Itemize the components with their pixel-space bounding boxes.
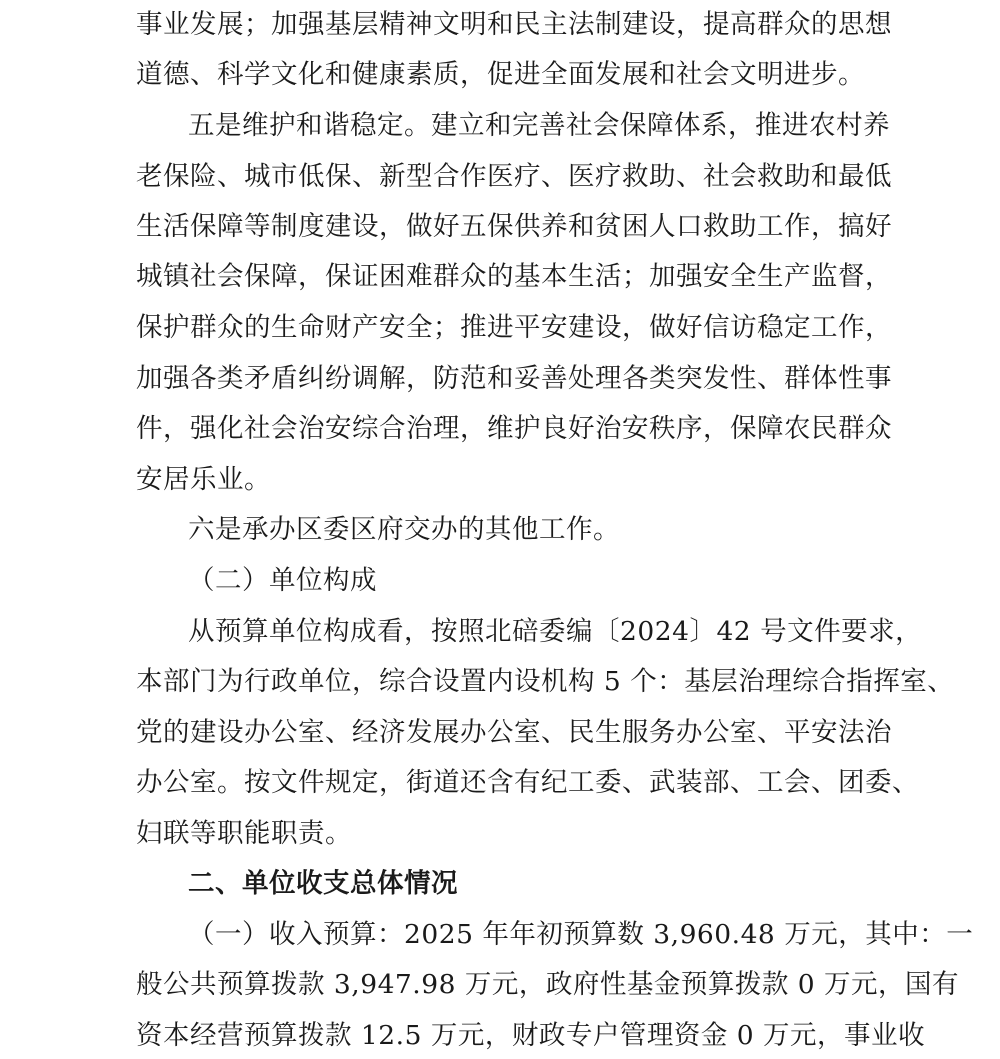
section-heading-unit-composition: （二）单位构成	[188, 565, 377, 596]
text-line-8: 加强各类矛盾纠纷调解，防范和妥善处理各类突发性、群体性事	[136, 363, 892, 394]
text-line-7: 保护群众的生命财产安全；推进平安建设，做好信访稳定工作，	[136, 312, 892, 343]
text-line-2: 道德、科学文化和健康素质，促进全面发展和社会文明进步。	[136, 59, 865, 90]
text-line-1: 事业发展；加强基层精神文明和民主法制建设，提高群众的思想	[136, 9, 892, 40]
text-line-11: 六是承办区委区府交办的其他工作。	[188, 514, 620, 545]
text-line-9: 件，强化社会治安综合治理，维护良好治安秩序，保障农民群众	[136, 413, 892, 444]
text-line-6: 城镇社会保障，保证困难群众的基本生活；加强安全生产监督，	[136, 261, 892, 292]
text-line-13: 从预算单位构成看，按照北碚委编〔2024〕42 号文件要求，	[188, 616, 923, 647]
text-line-10: 安居乐业。	[136, 464, 271, 495]
text-line-21: 资本经营预算拨款 12.5 万元，财政专户管理资金 0 万元，事业收	[136, 1020, 926, 1051]
text-line-14: 本部门为行政单位，综合设置内设机构 5 个：基层治理综合指挥室、	[136, 666, 955, 697]
text-line-16: 办公室。按文件规定，街道还含有纪工委、武装部、工会、团委、	[136, 767, 919, 798]
text-line-5: 生活保障等制度建设，做好五保供养和贫困人口救助工作，搞好	[136, 211, 892, 242]
section-heading-revenue-expenditure: 二、单位收支总体情况	[188, 868, 458, 899]
text-line-19: （一）收入预算：2025 年年初预算数 3,960.48 万元，其中：一	[188, 919, 974, 950]
text-line-20: 般公共预算拨款 3,947.98 万元，政府性基金预算拨款 0 万元，国有	[136, 969, 960, 1000]
text-line-17: 妇联等职能职责。	[136, 818, 352, 849]
text-line-15: 党的建设办公室、经济发展办公室、民生服务办公室、平安法治	[136, 717, 892, 748]
text-line-4: 老保险、城市低保、新型合作医疗、医疗救助、社会救助和最低	[136, 161, 892, 192]
text-line-3: 五是维护和谐稳定。建立和完善社会保障体系，推进农村养	[188, 110, 890, 141]
